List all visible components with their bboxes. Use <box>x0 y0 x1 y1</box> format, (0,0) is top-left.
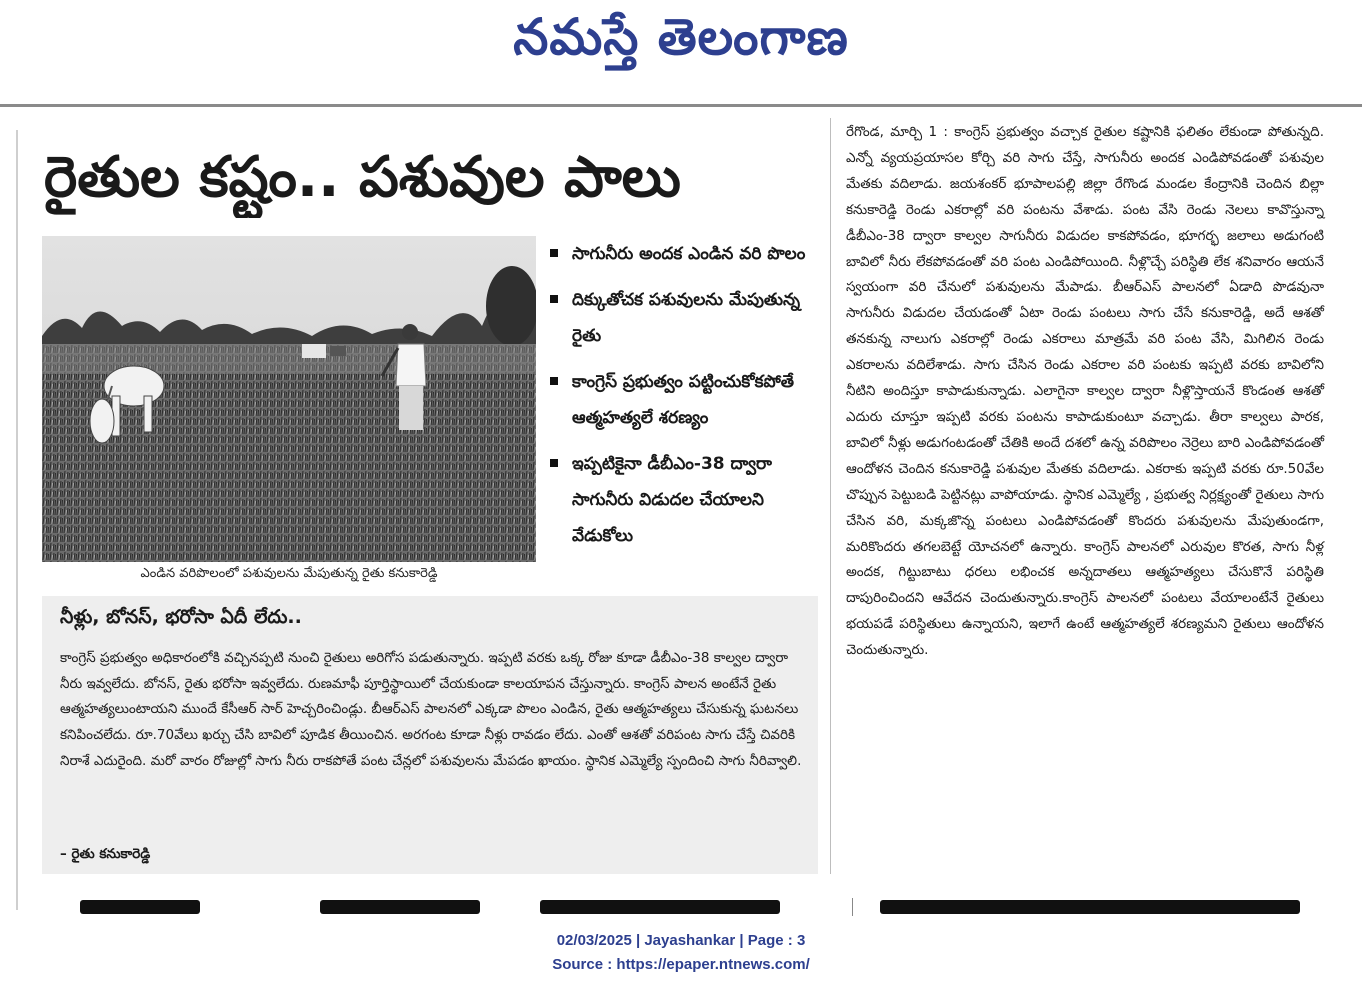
next-article-teaser-strip <box>0 898 1362 916</box>
footer-source-link[interactable]: Source : https://epaper.ntnews.com/ <box>552 956 810 973</box>
cropped-headline-fragment <box>80 900 200 914</box>
highlight-bullets <box>548 236 818 564</box>
cropped-headline-fragment <box>540 900 780 914</box>
bullet-text: కాంగ్రెస్ ప్రభుత్వం పట్టించుకోకపోతే ఆత్మహత్యలే శరణ్యం <box>572 372 794 428</box>
article-body: రేగొండ, మార్చి 1 : కాంగ్రెస్ ప్రభుత్వం వచ్చాక రైతుల కష్టానికి ఫలితం లేకుండా పోతున్నది. ఎన్నో వ్యయప్రయాసల కోర్చి వరి సాగు చేస్తే, సాగునీరు అందక ఎండిపోవడంతో పశువుల మేతకు వదిలాడు. జయశంకర్ భూపాలపల్లి జిల్లా రేగొండ మండల కేంద్రానికి చెందిన బిల్లా కనుకారెడ్డి రెండు ఎకరాల్లో వరి పంటను వేశాడు. పంట వేసి రెండు నెలలు కావొస్తున్నా డీబీఎం-38 ద్వారా కాల్వల సాగునీరు విడుదల కాకపోవడం, భూగర్భ జలాలు అడుగంటి బావిలో నీరు లేకపోవడంతో వరి పంట ఎండిపోయింది. నీళ్లొచ్చే పరిస్థితి లేక శనివారం ఆయనే స్వయంగా వరి చేనులో పశువులను మేపాడు. బీఆర్ఎస్ పాలనలో ఏడాది పొడవునా సాగునీరు విడుదల చేయడంతో ఏటా రెండు పంటలు సాగు చేసే కనుకారెడ్డి, అదే ఆశతో తనకున్న నాలుగు ఎకరాల్లో రెండు ఎకరాలు మాత్రమే వరి పంట వేసి, మిగిలిన రెండు ఎకరాలను వదిలేశాడు. సాగు చేసిన రెండు ఎకరాల వరి పంటకు ఇప్పటి వరకు బావిలోని నీటిని అందిస్తూ కాపాడుకున్నాడు. ఎలాగైనా కాల్వల ద్వారా నీళ్లొస్తాయనే కొండంత ఆశతో ఎదురు చూస్తూ ఇప్పటి వరకు పంటను కాపాడుకుంటూ వచ్చాడు. తీరా కాల్వలు పారక, బావిలో నీళ్లు అడుగంటడంతో చేతికి అందే దశలో ఉన్న వరిపొలం నెర్రెలు బారి ఎండిపోవడంతో ఆందోళన చెందిన కనుకారెడ్డి పశువుల మేతకు వదిలాడు. ఎకరాకు ఇప్పటి వరకు రూ.50వేల చొప్పున పెట్టుబడి పెట్టినట్లు వాపోయాడు. స్థానిక ఎమ్మెల్యే , ప్రభుత్వ నిర్లక్ష్యంతో రైతులు సాగు చేసిన వరి, మక్కజొన్న పంటలు ఎండిపోవడంతో కొందరు పశువులను మేపుతుండగా, మరికొందరు తగలబెట్టే యోచనలో ఉన్నారు. కాంగ్రెస్ పాలనలో ఎరువుల కొరత, సాగు నీళ్ల అందక, గిట్టుబాటు ధరలు లభించక అన్నదాతలు ఆత్మహత్యలు చేసుకొనే పరిస్థితి దాపురించిందని ఆవేదన చెందుతున్నారు.కాంగ్రెస్ పాలనలో పంటలు వేయాలంటేనే రైతులు భయపడే పరిస్థితులు ఉన్నాయని, ఇలాగే ఉంటే ఆత్మహత్యలే శరణ్యమని రైతులు ఆందోళన చెందుతున్నారు. <box>846 124 1324 659</box>
strip-divider <box>852 898 853 916</box>
square-bullet-icon <box>550 459 558 467</box>
square-bullet-icon <box>550 295 558 303</box>
masthead-logo: నమస్తే తెలంగాణ <box>513 8 849 66</box>
quote-box <box>42 596 818 874</box>
cropped-headline-fragment <box>320 900 480 914</box>
bullet-text: దిక్కుతోచక పశువులను మేపుతున్న రైతు <box>572 290 801 346</box>
square-bullet-icon <box>550 377 558 385</box>
bullet-text: సాగునీరు అందక ఎండిన వరి పొలం <box>572 244 806 264</box>
masthead <box>0 0 1362 104</box>
highlight-bullet <box>548 282 818 354</box>
quote-text: కాంగ్రెస్ ప్రభుత్వం అధికారంలోకి వచ్చినప్పటి నుంచి రైతులు అరిగోస పడుతున్నారు. ఇప్పటి వరకు ఒక్క రోజు కూడా డీబీఎం-38 కాల్వల ద్వారా నీరు ఇవ్వలేదు. బోనస్, రైతు భరోసా ఇవ్వలేదు. రుణమాఫీ పూర్తిస్థాయిలో చేయకుండా కాలయాపన చేస్తున్నారు. కాంగ్రెస్ పాలన అంటేనే రైతు ఆత్మహత్యలుంటాయని ముందే కేసీఆర్ సార్ హెచ్చరించిండ్లు. బీఆర్ఎస్ పాలనలో ఎక్కడా పొలం ఎండిన, రైతు ఆత్మహత్యలు చేసుకున్న ఘటనలు కనిపించలేదు. రూ.70వేలు ఖర్చు చేసి బావిలో పూడిక తీయించిన. అరగంట కూడా నీళ్లు రావడం లేదు. ఎంతో ఆశతో వరిపంట సాగు చేస్తే చివరికి నిరాశే ఎదురైంది. మరో వారం రోజుల్లో సాగు నీరు రాకపోతే పంట చేన్లలో పశువులను మేపడం ఖాయం. స్థానిక ఎమ్మెల్యే స్పందించి సాగు నీరివ్వాలి. <box>60 650 802 769</box>
column-divider <box>830 118 831 874</box>
page-edge-divider <box>16 130 18 910</box>
highlight-bullet <box>548 236 818 272</box>
quote-attribution: – రైతు కనుకారెడ్డి <box>60 846 151 862</box>
photo-caption: ఎండిన వరిపొలంలో పశువులను మేపుతున్న రైతు కనుకారెడ్డి <box>140 566 438 581</box>
masthead-rule <box>0 104 1362 107</box>
highlight-bullet <box>548 364 818 436</box>
square-bullet-icon <box>550 249 558 257</box>
highlight-bullet <box>548 446 818 554</box>
article-photo <box>42 236 536 562</box>
bullet-text: ఇప్పటికైనా డీబీఎం-38 ద్వారా సాగునీరు విడుదల చేయాలని వేడుకోలు <box>572 454 772 546</box>
article-headline: రైతుల కష్టం.. పశువుల పాలు <box>44 145 681 210</box>
quote-title: నీళ్లు, బోనస్, భరోసా ఏదీ లేదు.. <box>60 606 302 628</box>
cropped-headline-fragment <box>880 900 1300 914</box>
farm-photo-illustration <box>42 236 536 562</box>
footer-edition-info: 02/03/2025 | Jayashankar | Page : 3 <box>556 932 806 949</box>
